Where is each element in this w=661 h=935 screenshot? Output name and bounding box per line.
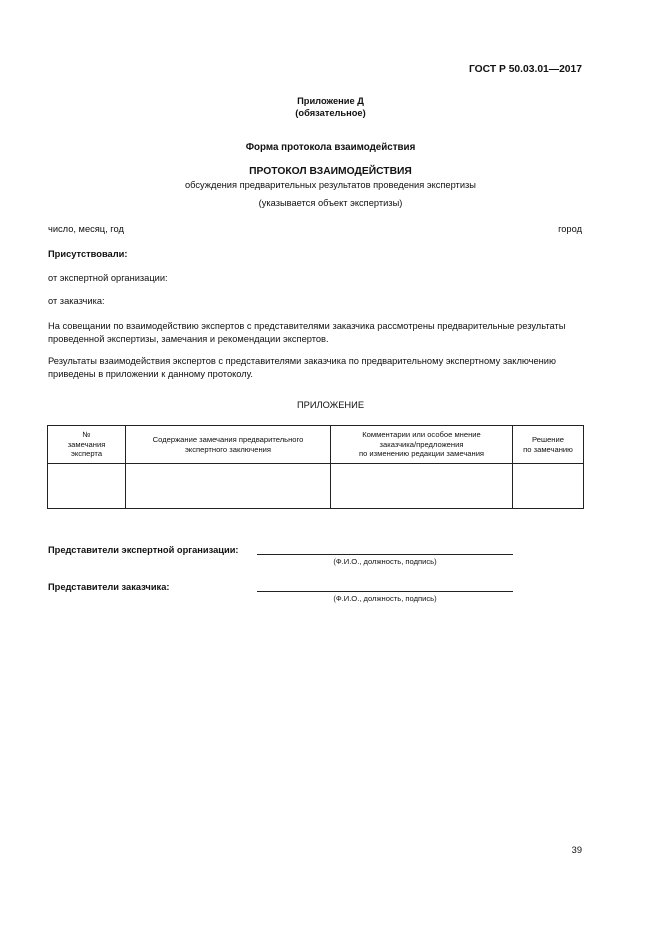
remarks-table (47, 425, 584, 509)
header-line: по изменению редакции замечания (358, 449, 485, 459)
protocol-title: ПРОТОКОЛ ВЗАИМОДЕЙСТВИЯ (249, 166, 412, 177)
header-line: заказчика/предложения (379, 439, 464, 449)
org-signature-line (257, 554, 513, 555)
header-line: по замечанию (523, 444, 573, 454)
present-from-customer: от заказчика: (48, 296, 105, 306)
paragraph-meeting: На совещании по взаимодействию экспертов с представителями заказчика рассмотрены предварительные результаты проведенной экспертизы, замечания и рекомендации экспертов. (48, 321, 566, 344)
appendix-title: Приложение Д (297, 96, 364, 106)
header-line: Содержание замечания предварительного (152, 434, 304, 444)
org-representatives-label: Представители экспертной организации: (48, 545, 239, 555)
header-line: экспертного заключения (184, 444, 272, 454)
table-row (48, 464, 584, 509)
attachment-heading: ПРИЛОЖЕНИЕ (296, 400, 365, 410)
header-line: Комментарии или особое мнение (362, 430, 481, 440)
city-label: город (558, 224, 582, 234)
org-signature-caption: (Ф.И.О., должность, подпись) (333, 557, 437, 566)
table-cell (48, 464, 126, 509)
appendix-status: (обязательное) (295, 108, 366, 118)
customer-representatives-label: Представители заказчика: (48, 582, 170, 592)
table-cell (126, 464, 331, 509)
header-remark-number (48, 426, 126, 464)
header-line: эксперта (70, 449, 103, 459)
table-cell (513, 464, 584, 509)
table-cell (331, 464, 513, 509)
table-header-row (48, 426, 584, 464)
protocol-object-note: (указывается объект экспертизы) (258, 198, 403, 208)
page-number: 39 (571, 845, 582, 855)
form-title: Форма протокола взаимодействия (245, 142, 416, 153)
standard-number: ГОСТ Р 50.03.01—2017 (468, 64, 582, 75)
customer-signature-caption: (Ф.И.О., должность, подпись) (333, 594, 437, 603)
customer-signature-line (257, 591, 513, 592)
protocol-subtitle: обсуждения предварительных результатов проведения экспертизы (185, 180, 476, 190)
paragraph-results: Результаты взаимодействия экспертов с представителями заказчика по предварительному экспертному заключению приведены в приложении к данному протоколу. (48, 356, 556, 379)
header-line: замечания (67, 439, 106, 449)
header-decision (513, 426, 584, 464)
header-customer-comments (331, 426, 513, 464)
header-remark-content (126, 426, 331, 464)
present-from-org: от экспертной организации: (48, 273, 168, 283)
date-label: число, месяц, год (48, 224, 124, 234)
present-heading: Присутствовали: (48, 249, 128, 259)
header-line: Решение (532, 434, 564, 444)
header-line: № (82, 430, 91, 440)
